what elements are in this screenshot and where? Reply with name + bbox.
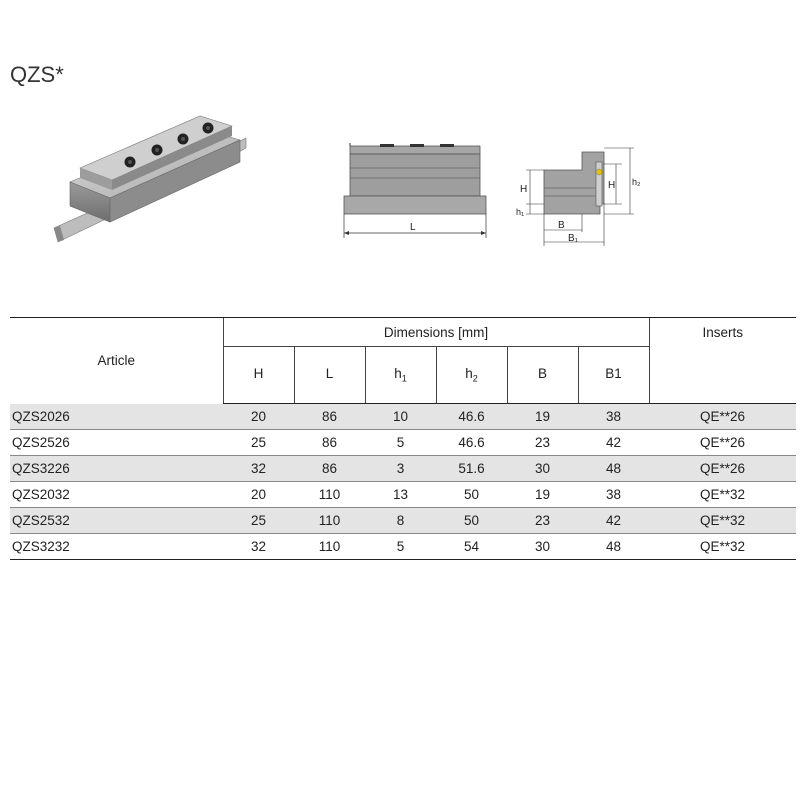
col-header-B: B <box>507 347 578 404</box>
table-cell: 19 <box>507 404 578 430</box>
table-cell: 20 <box>223 404 294 430</box>
inserts-header: Inserts <box>649 318 796 347</box>
table-cell: QE**32 <box>649 508 796 534</box>
front-view-drawing <box>338 140 493 240</box>
table-cell: 110 <box>294 508 365 534</box>
table-cell: QZS2032 <box>12 487 70 502</box>
col-header-inserts-blank <box>649 347 796 404</box>
table-cell: 38 <box>578 404 649 430</box>
table-cell: 32 <box>250 539 267 554</box>
table-cell: 110 <box>318 539 341 554</box>
table-cell: 86 <box>294 456 365 482</box>
table-cell: 25 <box>223 508 294 534</box>
table-cell: 23 <box>534 435 551 450</box>
col-header-H: H <box>223 347 294 404</box>
table-cell: QZS2526 <box>12 435 70 450</box>
table-cell: 13 <box>392 487 409 502</box>
table-cell: 110 <box>318 487 341 502</box>
col-header-h2: $h_2$ <box>436 347 507 404</box>
table-cell: QZS3226 <box>10 456 223 482</box>
table-cell: 8 <box>365 508 436 534</box>
table-cell: QE**32 <box>699 487 746 502</box>
tool-holder-3d-image <box>50 110 250 250</box>
table-row <box>10 430 796 456</box>
side-view-drawing <box>512 140 647 250</box>
table-cell: 42 <box>578 508 649 534</box>
table-cell: 46.6 <box>436 404 507 430</box>
table-cell: 48 <box>605 539 622 554</box>
dim-label-H-inner: H <box>608 180 616 191</box>
table-cell: 32 <box>223 456 294 482</box>
dim-label-h2: h₂ <box>632 177 641 187</box>
table-cell: 3 <box>365 456 436 482</box>
table-row <box>10 534 796 560</box>
table-cell: 86 <box>294 404 365 430</box>
page-title: QZS* <box>10 62 64 87</box>
dim-label-h1: h₁ <box>516 207 525 217</box>
table-cell: QZS2532 <box>10 508 223 534</box>
table-row <box>10 482 796 508</box>
table-cell: 19 <box>534 487 551 502</box>
col-header-h1: $h_1$ <box>365 347 436 404</box>
table-cell: 86 <box>321 435 338 450</box>
table-cell: 38 <box>605 487 622 502</box>
dim-label-H: H <box>520 184 528 195</box>
col-header-B1: B1 <box>578 347 649 404</box>
dim-label-L: L <box>410 222 416 233</box>
table-row <box>10 404 796 430</box>
table-cell: 10 <box>365 404 436 430</box>
table-cell: 54 <box>463 539 480 554</box>
table-cell: 5 <box>396 435 405 450</box>
dim-label-B: B <box>558 220 565 231</box>
table-cell: QE**32 <box>699 539 746 554</box>
table-cell: 50 <box>436 508 507 534</box>
table-cell: QE**26 <box>699 435 746 450</box>
specification-table <box>10 317 796 560</box>
table-cell: 30 <box>534 539 551 554</box>
col-header-L: L <box>294 347 365 404</box>
table-cell: 20 <box>250 487 267 502</box>
table-row <box>10 508 796 534</box>
table-cell: 5 <box>396 539 405 554</box>
table-cell: 25 <box>250 435 267 450</box>
table-cell: QE**26 <box>649 404 796 430</box>
table-cell: 50 <box>463 487 480 502</box>
table-cell: 48 <box>578 456 649 482</box>
dimensions-header: Dimensions [mm] <box>223 318 649 347</box>
table-cell: 42 <box>605 435 622 450</box>
table-cell: 51.6 <box>436 456 507 482</box>
table-cell: 30 <box>507 456 578 482</box>
article-header: Article <box>10 318 223 404</box>
table-cell: QZS2026 <box>10 404 223 430</box>
table-row <box>10 456 796 482</box>
table-cell: 46.6 <box>458 435 485 450</box>
table-cell: 23 <box>507 508 578 534</box>
dim-label-B1: B₁ <box>568 233 579 244</box>
table-cell: QE**26 <box>649 456 796 482</box>
table-cell: QZS3232 <box>12 539 70 554</box>
